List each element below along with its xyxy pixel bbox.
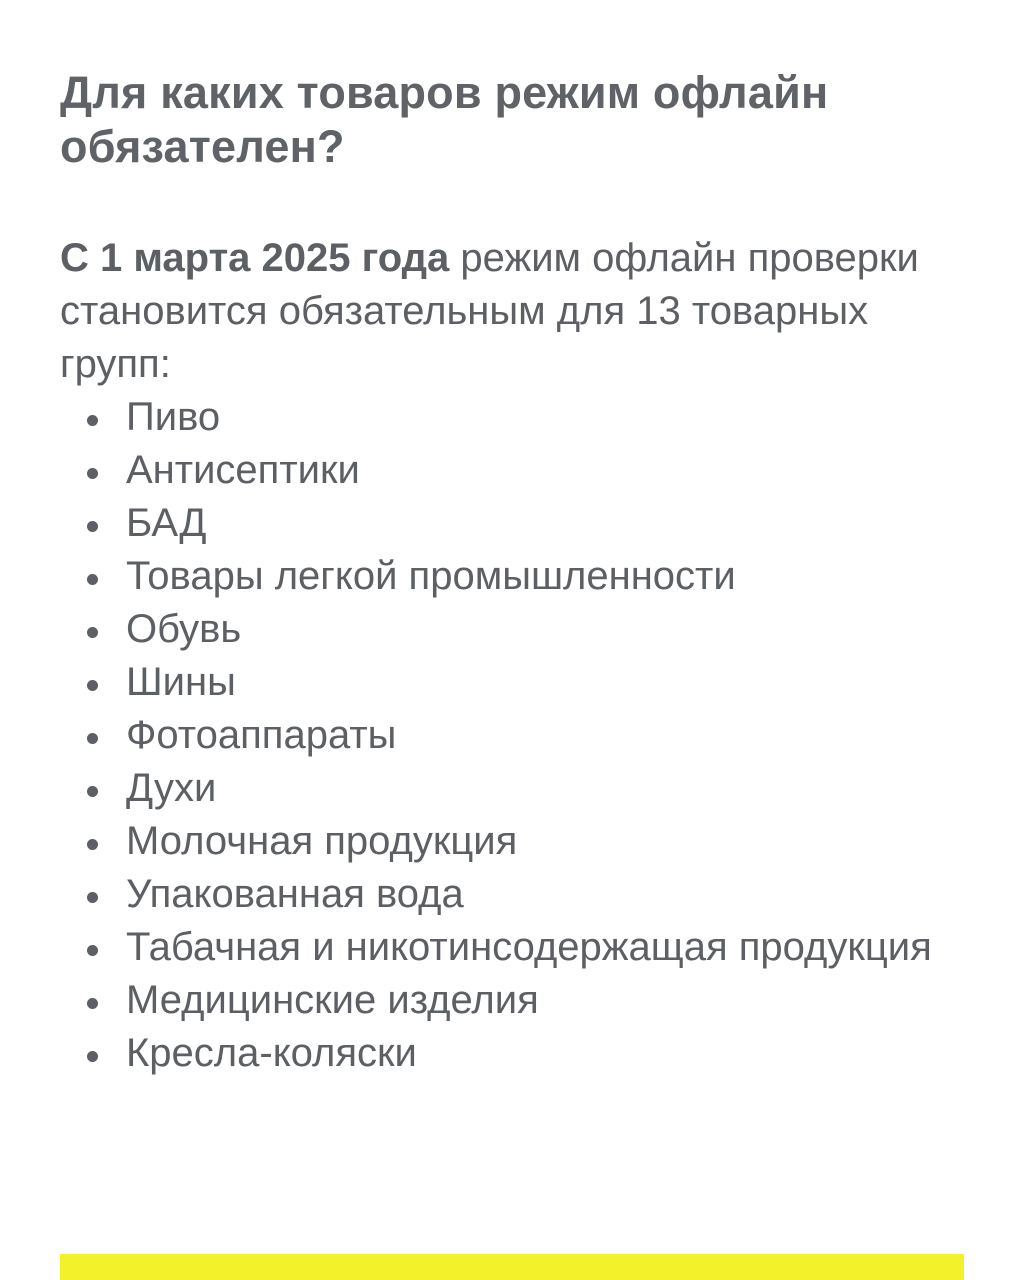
product-group-list: [60, 391, 960, 1080]
list-item-label: Антисептики: [126, 448, 360, 492]
list-item: [60, 497, 960, 550]
list-item: [60, 391, 960, 444]
list-item-label: Товары легкой промышленности: [126, 554, 736, 598]
bullet-icon: [87, 945, 98, 956]
bullet-icon: [87, 521, 98, 532]
bullet-icon: [87, 892, 98, 903]
list-item-label: Кресла-коляски: [126, 1031, 417, 1075]
bullet-icon: [87, 839, 98, 850]
list-item-label: Упакованная вода: [126, 872, 464, 916]
list-item-label: БАД: [126, 501, 207, 545]
list-item: [60, 1027, 960, 1080]
bullet-icon: [87, 574, 98, 585]
list-item-label: Табачная и никотинсодержащая продукция: [126, 925, 932, 969]
accent-bar: [60, 1254, 964, 1280]
list-item-label: Шины: [126, 660, 236, 704]
list-item: [60, 550, 960, 603]
intro-text: режим офлайн проверки становится обязательным для 13 товарных групп:: [60, 236, 919, 386]
list-item-label: Молочная продукция: [126, 819, 518, 863]
list-item: [60, 921, 960, 974]
intro-lead: С 1 марта 2025 года: [60, 236, 450, 280]
bullet-icon: [87, 415, 98, 426]
intro-paragraph: [60, 232, 960, 391]
list-item: [60, 815, 960, 868]
list-item-label: Обувь: [126, 607, 242, 651]
bullet-icon: [87, 786, 98, 797]
list-item-label: Духи: [126, 766, 217, 810]
list-item: [60, 603, 960, 656]
list-item: [60, 656, 960, 709]
list-item-label: Фотоаппараты: [126, 713, 397, 757]
bullet-icon: [87, 998, 98, 1009]
list-item: [60, 868, 960, 921]
list-item-label: Медицинские изделия: [126, 978, 539, 1022]
list-item: [60, 974, 960, 1027]
bullet-icon: [87, 468, 98, 479]
bullet-icon: [87, 627, 98, 638]
list-item: [60, 709, 960, 762]
bullet-icon: [87, 733, 98, 744]
list-item: [60, 762, 960, 815]
bullet-icon: [87, 680, 98, 691]
list-item-label: Пиво: [126, 395, 221, 439]
bullet-icon: [87, 1051, 98, 1062]
list-item: [60, 444, 960, 497]
page-title: Для каких товаров режим офлайн обязателен?: [60, 67, 829, 172]
